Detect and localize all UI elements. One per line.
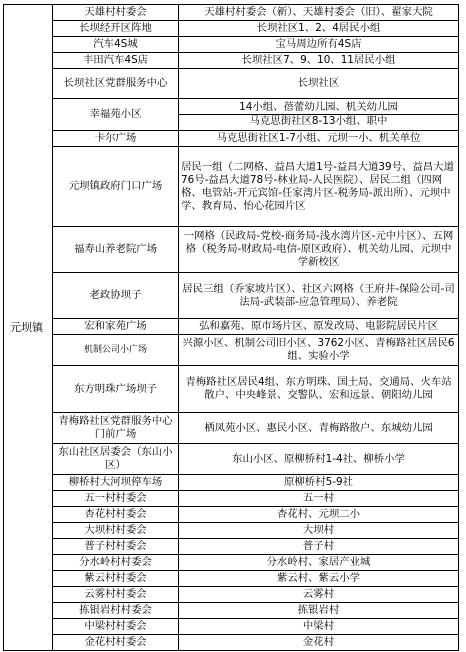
site-name-cell: 五一村村委会 — [53, 491, 179, 507]
site-name-cell: 元坝镇政府门口广场 — [53, 147, 179, 227]
table-row — [4, 131, 459, 147]
table-row — [4, 444, 459, 475]
table-row — [4, 99, 459, 131]
coverage-cell: 五一村 — [179, 491, 459, 507]
coverage-cell: 长坝社区7、9、10、11居民小组 — [179, 53, 459, 69]
site-name-cell: 天雄村村委会 — [53, 5, 179, 21]
site-name-cell: 东山社区居委会（东山小区） — [53, 444, 179, 475]
table-row — [4, 69, 459, 99]
site-name-cell: 分水岭村村委会 — [53, 555, 179, 571]
table-row — [4, 21, 459, 37]
site-name-cell: 幸福苑小区 — [53, 99, 179, 131]
site-name-cell: 汽车4S城 — [53, 37, 179, 53]
table-row — [4, 491, 459, 507]
table-row — [4, 53, 459, 69]
site-name-cell: 中梁村村委会 — [53, 619, 179, 635]
site-name-cell: 紫云村村委会 — [53, 571, 179, 587]
town-name-cell: 元坝镇 — [4, 5, 53, 651]
coverage-cell: 中梁村 — [179, 619, 459, 635]
table-row — [4, 366, 459, 413]
coverage-cell: 马克思街社区1-7小组、元坝一小、机关单位 — [179, 131, 459, 147]
site-name-cell: 福寿山养老院广场 — [53, 227, 179, 273]
table-row — [4, 619, 459, 635]
coverage-cell: 一网格（民政局-党校-商务局-浅水湾片区-元中片区）、五网格（税务局-财政局-电信-原区政府）、机关幼儿园、元坝中学新校区 — [179, 227, 459, 273]
table-row — [4, 539, 459, 555]
table-row — [4, 37, 459, 53]
coverage-cell: 栖凤苑小区、惠民小区、青梅路散户、东城幼儿园 — [179, 413, 459, 444]
coverage-cell: 弘和嘉苑、原市场片区、原发改局、电影院居民片区 — [179, 319, 459, 335]
coverage-cell: 原柳桥村5-9社 — [179, 475, 459, 491]
table-row — [4, 147, 459, 227]
site-name-cell: 宏和家苑广场 — [53, 319, 179, 335]
coverage-cell: 杏花村、元坝二小 — [179, 507, 459, 523]
table-row — [4, 571, 459, 587]
site-name-cell: 普子村村委会 — [53, 539, 179, 555]
table-row — [4, 319, 459, 335]
table-row — [4, 227, 459, 273]
table-row — [4, 635, 459, 651]
coverage-cell: 青梅路社区居民4组、东方明珠、国土局、交通局、火车站散户、中央峰景、交警队、宏和远景、朝阳幼儿园 — [179, 366, 459, 413]
site-name-cell: 丰田汽车4S店 — [53, 53, 179, 69]
coverage-cell: 云雾村 — [179, 587, 459, 603]
table-row — [4, 603, 459, 619]
site-name-cell: 拣银岩村村委会 — [53, 603, 179, 619]
coverage-cell: 居民三组（乔家坡片区）、社区六网格（王府井-保险公司-司法局-武装部-应急管理局）、养老院 — [179, 273, 459, 319]
table-row — [4, 555, 459, 571]
table-body — [4, 5, 459, 651]
site-name-cell: 大坝村村委会 — [53, 523, 179, 539]
site-name-cell: 金花村村委会 — [53, 635, 179, 651]
coverage-cell: 宝马周边所有4S店 — [179, 37, 459, 53]
coverage-cell: 天雄村村委会（新）、天雄村委会（旧）、翟家大院 — [179, 5, 459, 21]
coverage-cell: 分水岭村、家居产业城 — [179, 555, 459, 571]
site-name-cell: 老政协坝子 — [53, 273, 179, 319]
coverage-cell: 拣银岩村 — [179, 603, 459, 619]
table-row — [4, 523, 459, 539]
coverage-cell: 东山小区、原柳桥村1-4社、柳桥小学 — [179, 444, 459, 475]
table-row — [4, 587, 459, 603]
site-name-cell: 青梅路社区党群服务中心门前广场 — [53, 413, 179, 444]
table-row — [4, 413, 459, 444]
coverage-cell: 大坝村 — [179, 523, 459, 539]
site-name-cell: 柳桥村大河坝停车场 — [53, 475, 179, 491]
coverage-line: 马克思街社区8-13小组、职中 — [179, 114, 458, 128]
coverage-cell: 兴源小区、机制公司旧小区、3762小区、青梅路社区居民6组、实验小学 — [179, 335, 459, 366]
coverage-cell: 金花村 — [179, 635, 459, 651]
site-name-cell: 长坝经开区阵地 — [53, 21, 179, 37]
site-name-cell: 杏花村村委会 — [53, 507, 179, 523]
table-row — [4, 335, 459, 366]
site-name-cell: 云雾村村委会 — [53, 587, 179, 603]
coverage-cell — [179, 99, 459, 131]
table-row — [4, 507, 459, 523]
coverage-line: 14小组、蓓蕾幼儿园、机关幼儿园 — [239, 101, 398, 113]
coverage-cell: 紫云村、紫云小学 — [179, 571, 459, 587]
table-row — [4, 273, 459, 319]
coverage-cell: 长坝社区 — [179, 69, 459, 99]
site-coverage-table — [3, 4, 459, 651]
site-name-cell: 卡尔广场 — [53, 131, 179, 147]
table-row — [4, 475, 459, 491]
table-row — [4, 5, 459, 21]
coverage-cell: 普子村 — [179, 539, 459, 555]
site-name-cell: 长坝社区党群服务中心 — [53, 69, 179, 99]
coverage-cell: 长坝社区1、2、4居民小组 — [179, 21, 459, 37]
site-name-cell: 东方明珠广场坝子 — [53, 366, 179, 413]
site-name-cell: 机制公司小广场 — [53, 335, 179, 366]
coverage-cell: 居民一组（二网格、益昌大道1号-益昌大道39号、益昌大道76号-益昌大道78号-林业局-人民医院）、居民二组（四网格、电管站-开元宾馆-任家湾片区-税务局-派出所）、元坝中学、教育局、怡心花园片区 — [179, 147, 459, 227]
